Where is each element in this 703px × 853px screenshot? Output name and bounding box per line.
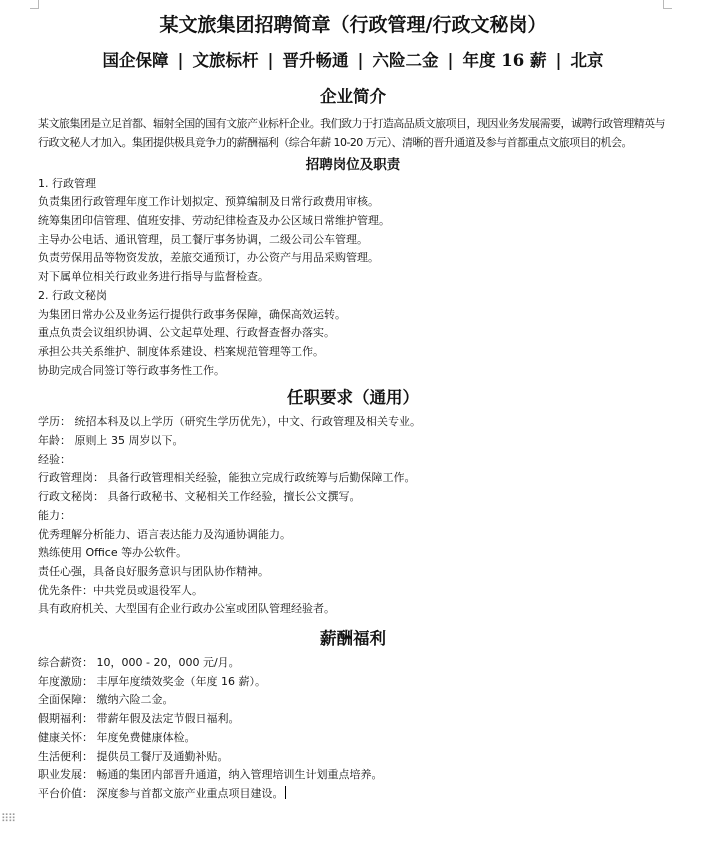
list-item: 学历： 统招本科及以上学历（研究生学历优先），中文、行政管理及相关专业。 <box>38 415 421 429</box>
list-item: 能力： <box>38 508 71 522</box>
list-item: 协助完成合同签订等行政事务性工作。 <box>38 363 225 377</box>
section-heading-benefits: 薪酬福利 <box>320 629 386 649</box>
tagline-item: 年度 16 薪 <box>462 51 547 70</box>
benefits-list <box>38 654 668 804</box>
requirements-list <box>38 413 668 619</box>
page-corner-marker-left <box>30 0 39 9</box>
list-item: 优先条件：中共党员或退役军人。 <box>38 583 203 597</box>
tagline-item: 国企保障 <box>102 51 169 70</box>
tagline <box>38 47 668 75</box>
list-item: 行政文秘岗： 具备行政秘书、文秘相关工作经验，擅长公文撰写。 <box>38 490 361 504</box>
page-corner-marker-right <box>663 0 672 9</box>
document-page[interactable] <box>38 10 668 804</box>
list-item: 年度激励： 丰厚年度绩效奖金（年度 16 薪）。 <box>38 674 266 688</box>
list-item: 负责劳保用品等物资发放，差旅交通预订，办公资产与用品采购管理。 <box>38 251 379 265</box>
list-item: 健康关怀： 年度免费健康体检。 <box>38 730 196 744</box>
tagline-separator: | <box>267 51 274 70</box>
list-item: 综合薪资： 10，000 - 20，000 元/月。 <box>38 656 240 670</box>
duties-list <box>38 175 668 381</box>
section-heading-intro: 企业简介 <box>320 87 386 106</box>
list-item: 优秀理解分析能力、语言表达能力及沟通协调能力。 <box>38 527 291 541</box>
list-item: 负责集团行政管理年度工作计划拟定、预算编制及日常行政费用审核。 <box>38 195 379 209</box>
list-item: 承担公共关系维护、制度体系建设、档案规范管理等工作。 <box>38 344 324 358</box>
intro-paragraph: 某文旅集团是立足首都、辐射全国的国有文旅产业标杆企业。我们致力于打造高品质文旅项目，现因业务发展需要，诚聘行政管理精英与行政文秘人才加入。集团提供极具竞争力的薪酬福利（综合年薪 10-20 万元）、清晰的晋升通道及参与首都重点文旅项目的机会。 <box>38 117 665 149</box>
tagline-separator: | <box>555 51 562 70</box>
list-item: 全面保障： 缴纳六险二金。 <box>38 693 174 707</box>
tagline-item: 文旅标杆 <box>192 51 259 70</box>
list-item: 对下属单位相关行政业务进行指导与监督检查。 <box>38 270 269 284</box>
tagline-separator: | <box>357 51 364 70</box>
tagline-item: 六险二金 <box>372 51 439 70</box>
list-item: 责任心强，具备良好服务意识与团队协作精神。 <box>38 564 269 578</box>
tagline-separator: | <box>177 51 184 70</box>
list-item: 熟练使用 Office 等办公软件。 <box>38 546 188 560</box>
document-title: 某文旅集团招聘简章（行政管理/行政文秘岗） <box>159 14 547 36</box>
list-item: 生活便利： 提供员工餐厅及通勤补贴。 <box>38 749 229 763</box>
list-item-last <box>38 785 668 804</box>
list-item-text: 平台价值： 深度参与首都文旅产业重点项目建设。 <box>38 786 284 800</box>
list-item: 重点负责会议组织协调、公文起草处理、行政督查督办落实。 <box>38 326 335 340</box>
section-heading-requirements: 任职要求（通用） <box>287 388 419 408</box>
list-item: 为集团日常办公及业务运行提供行政事务保障，确保高效运转。 <box>38 307 346 321</box>
list-item: 1. 行政管理 <box>38 176 96 190</box>
text-cursor <box>285 786 286 799</box>
list-item: 经验： <box>38 452 71 466</box>
tagline-item: 北京 <box>570 51 604 70</box>
section-heading-duties: 招聘岗位及职责 <box>305 156 401 173</box>
tagline-separator: | <box>447 51 454 70</box>
list-item: 主导办公电话、通讯管理，员工餐厅事务协调，二级公司公车管理。 <box>38 232 368 246</box>
drag-handle-icon[interactable]: ⠿⠿ <box>1 812 16 825</box>
list-item: 2. 行政文秘岗 <box>38 288 107 302</box>
list-item: 职业发展： 畅通的集团内部晋升通道，纳入管理培训生计划重点培养。 <box>38 768 383 782</box>
tagline-item: 晋升畅通 <box>282 51 349 70</box>
list-item: 年龄： 原则上 35 周岁以下。 <box>38 434 184 448</box>
list-item: 统筹集团印信管理、值班安排、劳动纪律检查及办公区域日常维护管理。 <box>38 214 390 227</box>
list-item: 具有政府机关、大型国有企业行政办公室或团队管理经验者。 <box>38 602 335 616</box>
list-item: 行政管理岗： 具备行政管理相关经验，能独立完成行政统筹与后勤保障工作。 <box>38 471 416 485</box>
list-item: 假期福利： 带薪年假及法定节假日福利。 <box>38 712 240 726</box>
